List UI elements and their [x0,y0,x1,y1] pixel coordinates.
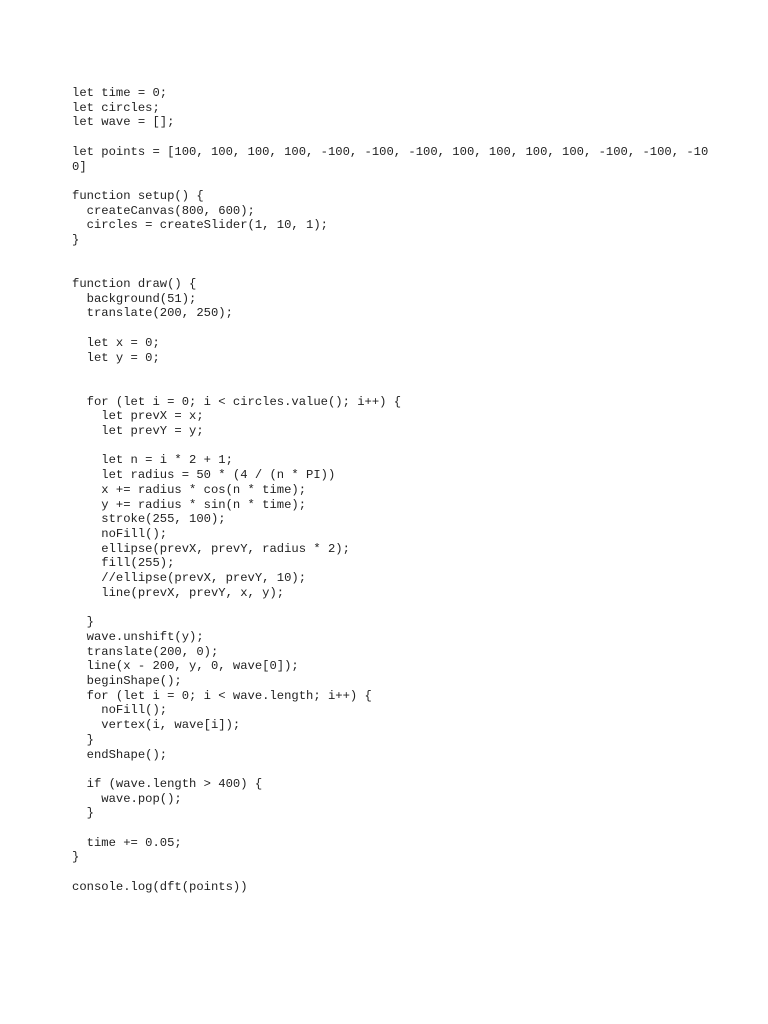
code-line: fill(255); [72,556,175,571]
code-line: noFill(); [72,703,168,718]
code-line: createCanvas(800, 600); [72,203,255,218]
code-line: circles = createSlider(1, 10, 1); [72,218,328,233]
code-line: let y = 0; [72,350,160,365]
code-line [72,248,712,263]
code-line: for (let i = 0; i < wave.length; i++) { [72,688,372,703]
code-line: line(prevX, prevY, x, y); [72,585,285,600]
code-line: translate(200, 0); [72,644,219,659]
code-line: let prevY = y; [72,424,204,439]
code-line: let n = i * 2 + 1; [72,453,233,468]
code-line: } [72,233,80,247]
code-line: line(x - 200, y, 0, wave[0]); [72,659,299,674]
code-line: stroke(255, 100); [72,512,226,527]
code-line [72,174,712,189]
code-line [72,262,712,277]
code-line: console.log(dft(points)) [72,879,248,894]
code-line [72,439,712,454]
code-line: ellipse(prevX, prevY, radius * 2); [72,541,350,556]
code-line: } [72,732,94,747]
code-line: //ellipse(prevX, prevY, 10); [72,571,307,586]
code-line [72,865,712,880]
code-line: endShape(); [72,747,168,762]
code-line: beginShape(); [72,673,182,688]
code-block [72,86,712,894]
code-line: background(51); [72,291,197,306]
code-line: let prevX = x; [72,409,204,424]
code-line: function setup() { [72,188,204,203]
code-line [72,130,712,145]
code-line: } [72,615,94,630]
code-line: let x = 0; [72,335,160,350]
code-line [72,600,712,615]
code-line [72,821,712,836]
code-line [72,380,712,395]
code-line: y += radius * sin(n * time); [72,497,307,512]
code-line: vertex(i, wave[i]); [72,718,241,733]
code-line: let time = 0; [72,86,168,100]
code-line: let points = [100, 100, 100, 100, -100, -100, -100, 100, 100, 100, 100, -100, -100, -100] [72,144,709,174]
code-line: } [72,806,94,821]
code-line: for (let i = 0; i < circles.value(); i++) { [72,394,402,409]
code-line [72,365,712,380]
code-line: time += 0.05; [72,835,182,850]
code-line: } [72,850,80,865]
code-line [72,762,712,777]
code-line: if (wave.length > 400) { [72,776,263,791]
code-line: translate(200, 250); [72,306,233,321]
code-line: function draw() { [72,277,197,292]
code-line: wave.unshift(y); [72,629,204,644]
code-line: wave.pop(); [72,791,182,806]
code-line [72,321,712,336]
code-line: let wave = []; [72,115,175,130]
code-line: noFill(); [72,526,168,541]
code-line: let circles; [72,100,160,115]
code-line: let radius = 50 * (4 / (n * PI)) [72,468,336,483]
code-line: x += radius * cos(n * time); [72,482,307,497]
